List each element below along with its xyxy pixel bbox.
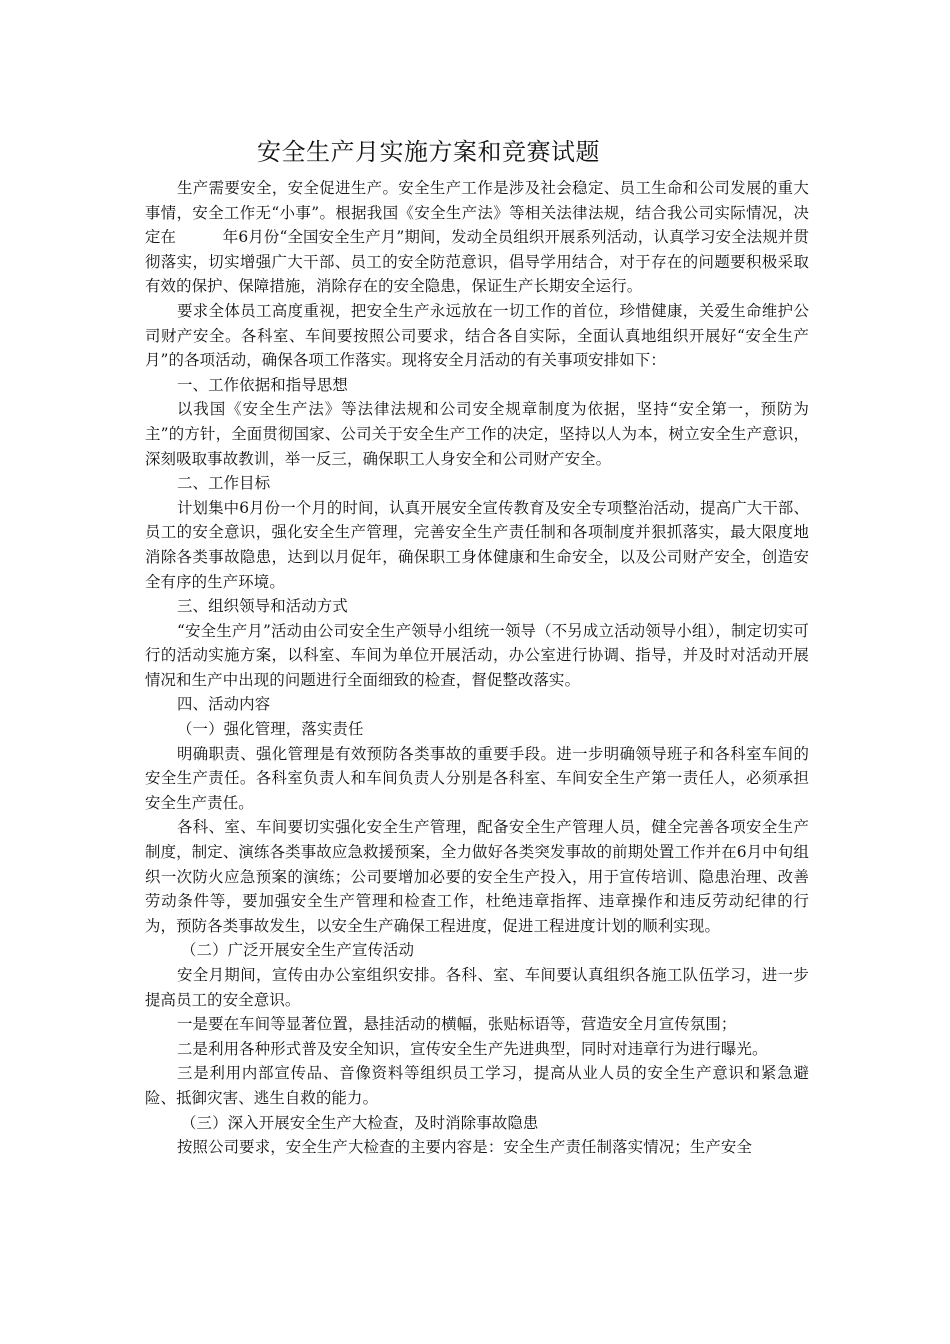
document-body xyxy=(145,176,809,1160)
paragraph-responsibility: 明确职责、强化管理是有效预防各类事故的重要手段。进一步明确领导班子和各科室车间的安全生产责任。各科室负责人和车间负责人分别是各科室、车间安全生产第一责任人，必须承担安全生产责任。 xyxy=(145,744,809,812)
paragraph-point-3: 三是利用内部宣传品、音像资料等组织员工学习，提高从业人员的安全生产意识和紧急避险、抵御灾害、逃生自救的能力。 xyxy=(145,1064,809,1107)
paragraph-publicity: 安全月期间，宣传由办公室组织安排。各科、室、车间要认真组织各施工队伍学习，进一步提高员工的安全意识。 xyxy=(145,966,809,1009)
paragraph-intro: 生产需要安全，安全促进生产。安全生产工作是涉及社会稳定、员工生命和公司发展的重大事情，安全工作无“小事”。根据我国《安全生产法》等相关法律法规，结合我公司实际情况，决定在 年6月份“全国安全生产月”期间，发动全员组织开展系列活动，认真学习安全法规并贯彻落实，切实增强广大干部、员工的安全防范意识，倡导学用结合，对于存在的问题要积极采取有效的保护、保障措施，消除存在的安全隐患，保证生产长期安全运行。 xyxy=(145,179,809,296)
section-heading-1: 一、工作依据和指导思想 xyxy=(177,375,348,394)
subsection-heading-2: （二）广泛开展安全生产宣传活动 xyxy=(181,941,415,960)
document-title: 安全生产月实施方案和竞赛试题 xyxy=(257,138,600,166)
paragraph-management: 各科、室、车间要切实强化安全生产管理，配备安全生产管理人员，健全完善各项安全生产制度，制定、演练各类事故应急救援预案，全力做好各类突发事故的前期处置工作并在6月中旬组织一次防火应急预案的演练；公司要增加必要的安全生产投入，用于宣传培训、隐患治理、改善劳动条件等，要加强安全生产管理和检查工作，杜绝违章指挥、违章操作和违反劳动纪律的行为，预防各类事故发生，以安全生产确保工程进度，促进工程进度计划的顺利实现。 xyxy=(145,818,809,935)
subsection-heading-3: （三）深入开展安全生产大检查，及时消除事故隐患 xyxy=(181,1113,539,1132)
paragraph-point-2: 二是利用各种形式普及安全知识，宣传安全生产先进典型，同时对违章行为进行曝光。 xyxy=(177,1039,768,1058)
paragraph-requirements: 要求全体员工高度重视，把安全生产永远放在一切工作的首位，珍惜健康，关爱生命维护公司财产安全。各科室、车间要按照公司要求，结合各自实际，全面认真地组织开展好“安全生产月”的各项活动，确保各项工作落实。现将安全月活动的有关事项安排如下： xyxy=(145,301,809,370)
subsection-heading-1: （一）强化管理，落实责任 xyxy=(177,720,364,739)
document-page xyxy=(145,132,809,1160)
paragraph-point-1: 一是要在车间等显著位置，悬挂活动的横幅，张贴标语等，营造安全月宣传氛围； xyxy=(177,1015,737,1034)
paragraph-basis: 以我国《安全生产法》等法律法规和公司安全规章制度为依据，坚持“安全第一，预防为主”的方针，全面贯彻国家、公司关于安全生产工作的决定，坚持以人为本，树立安全生产意识，深刻吸取事故教训，举一反三，确保职工人身安全和公司财产安全。 xyxy=(145,400,809,468)
section-heading-4: 四、活动内容 xyxy=(177,695,271,714)
paragraph-organization: “安全生产月”活动由公司安全生产领导小组统一领导（不另成立活动领导小组），制定切实可行的活动实施方案，以科室、车间为单位开展活动，办公室进行协调、指导，并及时对活动开展情况和生产中出现的问题进行全面细致的检查，督促整改落实。 xyxy=(145,621,809,689)
section-heading-2: 二、工作目标 xyxy=(177,474,271,493)
paragraph-goals: 计划集中6月份一个月的时间，认真开展安全宣传教育及安全专项整治活动，提高广大干部、员工的安全意识，强化安全生产管理，完善安全生产责任制和各项制度并狠抓落实，最大限度地消除各类事故隐患，达到以月促年，确保职工身体健康和生命安全，以及公司财产安全，创造安全有序的生产环境。 xyxy=(145,498,809,591)
paragraph-inspection: 按照公司要求，安全生产大检查的主要内容是：安全生产责任制落实情况；生产安全 xyxy=(177,1138,753,1157)
section-heading-3: 三、组织领导和活动方式 xyxy=(177,597,348,616)
